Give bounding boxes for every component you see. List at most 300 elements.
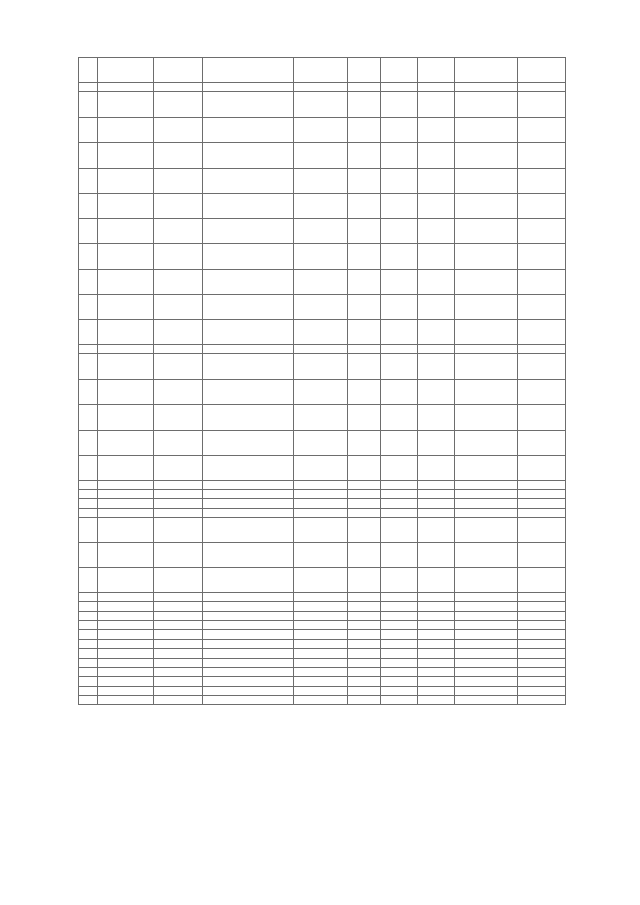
permitted-use-cell <box>294 659 348 668</box>
cadastral-number-cell <box>98 499 154 509</box>
address-cell <box>154 219 203 244</box>
address-cell <box>154 244 203 270</box>
coefficient-cell <box>418 194 455 219</box>
cadastral-value-cell <box>518 649 566 659</box>
land-category-cell <box>203 612 294 621</box>
cadastral-value-cell <box>518 405 566 431</box>
coefficient-cell <box>418 696 455 705</box>
cadastral-number-cell <box>98 83 154 92</box>
spacer-cell <box>381 92 418 118</box>
address-cell <box>154 194 203 219</box>
cadastral-number-cell <box>98 630 154 640</box>
register-rows <box>79 58 566 705</box>
cadastral-number-cell <box>98 640 154 649</box>
cadastral-number-cell <box>98 354 154 380</box>
area-cell <box>348 456 381 481</box>
land-category-cell <box>203 270 294 295</box>
address-cell <box>154 345 203 354</box>
cadastral-number-cell <box>98 118 154 143</box>
land-category-cell <box>203 118 294 143</box>
spacer-cell <box>455 568 518 593</box>
land-category-cell <box>203 593 294 602</box>
table-row <box>79 543 566 568</box>
spacer-cell <box>381 696 418 705</box>
cadastral-number-cell <box>98 194 154 219</box>
row-number-cell <box>79 677 98 687</box>
permitted-use-cell <box>294 143 348 169</box>
table-row <box>79 169 566 194</box>
spacer-cell <box>381 593 418 602</box>
spacer-cell <box>455 668 518 677</box>
address-cell <box>154 169 203 194</box>
table-row <box>79 677 566 687</box>
address-cell <box>154 118 203 143</box>
cadastral-value-cell <box>518 295 566 320</box>
spacer-cell <box>381 543 418 568</box>
area-cell <box>348 612 381 621</box>
coefficient-cell <box>418 568 455 593</box>
table-row <box>79 668 566 677</box>
row-number-cell <box>79 244 98 270</box>
row-number-cell <box>79 320 98 345</box>
land-category-cell <box>203 431 294 456</box>
table-row <box>79 380 566 405</box>
area-cell <box>348 677 381 687</box>
permitted-use-cell <box>294 58 348 83</box>
area-cell <box>348 640 381 649</box>
row-number-cell <box>79 295 98 320</box>
cadastral-number-cell <box>98 509 154 518</box>
spacer-cell <box>455 640 518 649</box>
address-cell <box>154 630 203 640</box>
land-category-cell <box>203 640 294 649</box>
spacer-cell <box>381 568 418 593</box>
area-cell <box>348 481 381 490</box>
area-cell <box>348 518 381 543</box>
address-cell <box>154 380 203 405</box>
table-row <box>79 320 566 345</box>
coefficient-cell <box>418 499 455 509</box>
table-row <box>79 219 566 244</box>
row-number-cell <box>79 659 98 668</box>
permitted-use-cell <box>294 92 348 118</box>
cadastral-value-cell <box>518 270 566 295</box>
cadastral-value-cell <box>518 354 566 380</box>
cadastral-value-cell <box>518 568 566 593</box>
spacer-cell <box>455 405 518 431</box>
land-category-cell <box>203 490 294 499</box>
address-cell <box>154 83 203 92</box>
permitted-use-cell <box>294 649 348 659</box>
row-number-cell <box>79 431 98 456</box>
cadastral-value-cell <box>518 58 566 83</box>
permitted-use-cell <box>294 499 348 509</box>
permitted-use-cell <box>294 431 348 456</box>
row-number-cell <box>79 481 98 490</box>
spacer-cell <box>381 354 418 380</box>
area-cell <box>348 668 381 677</box>
area-cell <box>348 320 381 345</box>
spacer-cell <box>381 621 418 630</box>
area-cell <box>348 696 381 705</box>
table-row <box>79 345 566 354</box>
area-cell <box>348 169 381 194</box>
row-number-cell <box>79 92 98 118</box>
spacer-cell <box>381 518 418 543</box>
table-row <box>79 696 566 705</box>
table-row <box>79 58 566 83</box>
spacer-cell <box>455 219 518 244</box>
coefficient-cell <box>418 219 455 244</box>
spacer-cell <box>381 194 418 219</box>
area-cell <box>348 499 381 509</box>
land-category-cell <box>203 380 294 405</box>
coefficient-cell <box>418 649 455 659</box>
address-cell <box>154 659 203 668</box>
table-row <box>79 118 566 143</box>
area-cell <box>348 143 381 169</box>
cadastral-value-cell <box>518 499 566 509</box>
coefficient-cell <box>418 593 455 602</box>
coefficient-cell <box>418 380 455 405</box>
area-cell <box>348 621 381 630</box>
permitted-use-cell <box>294 270 348 295</box>
table-row <box>79 687 566 696</box>
land-category-cell <box>203 499 294 509</box>
permitted-use-cell <box>294 568 348 593</box>
permitted-use-cell <box>294 219 348 244</box>
land-category-cell <box>203 602 294 612</box>
area-cell <box>348 630 381 640</box>
cadastral-value-cell <box>518 92 566 118</box>
cadastral-number-cell <box>98 568 154 593</box>
address-cell <box>154 568 203 593</box>
address-cell <box>154 320 203 345</box>
cadastral-value-cell <box>518 380 566 405</box>
cadastral-value-cell <box>518 194 566 219</box>
address-cell <box>154 668 203 677</box>
coefficient-cell <box>418 490 455 499</box>
spacer-cell <box>381 219 418 244</box>
address-cell <box>154 677 203 687</box>
coefficient-cell <box>418 118 455 143</box>
coefficient-cell <box>418 687 455 696</box>
coefficient-cell <box>418 92 455 118</box>
spacer-cell <box>455 687 518 696</box>
cadastral-value-cell <box>518 320 566 345</box>
spacer-cell <box>455 490 518 499</box>
land-category-cell <box>203 58 294 83</box>
spacer-cell <box>455 481 518 490</box>
cadastral-value-cell <box>518 431 566 456</box>
land-category-cell <box>203 169 294 194</box>
row-number-cell <box>79 456 98 481</box>
table-row <box>79 568 566 593</box>
cadastral-value-cell <box>518 687 566 696</box>
row-number-cell <box>79 612 98 621</box>
coefficient-cell <box>418 668 455 677</box>
address-cell <box>154 518 203 543</box>
table-row <box>79 295 566 320</box>
cadastral-value-cell <box>518 602 566 612</box>
spacer-cell <box>381 405 418 431</box>
land-category-cell <box>203 696 294 705</box>
row-number-cell <box>79 380 98 405</box>
cadastral-number-cell <box>98 481 154 490</box>
cadastral-value-cell <box>518 621 566 630</box>
area-cell <box>348 649 381 659</box>
row-number-cell <box>79 345 98 354</box>
spacer-cell <box>381 687 418 696</box>
permitted-use-cell <box>294 543 348 568</box>
row-number-cell <box>79 630 98 640</box>
row-number-cell <box>79 499 98 509</box>
cadastral-value-cell <box>518 83 566 92</box>
coefficient-cell <box>418 320 455 345</box>
table-row <box>79 244 566 270</box>
land-category-cell <box>203 354 294 380</box>
spacer-cell <box>381 244 418 270</box>
spacer-cell <box>455 295 518 320</box>
spacer-cell <box>381 83 418 92</box>
spacer-cell <box>381 169 418 194</box>
spacer-cell <box>381 668 418 677</box>
permitted-use-cell <box>294 405 348 431</box>
cadastral-value-cell <box>518 143 566 169</box>
cadastral-number-cell <box>98 668 154 677</box>
spacer-cell <box>381 320 418 345</box>
coefficient-cell <box>418 354 455 380</box>
permitted-use-cell <box>294 490 348 499</box>
cadastral-value-cell <box>518 481 566 490</box>
spacer-cell <box>381 640 418 649</box>
address-cell <box>154 696 203 705</box>
cadastral-number-cell <box>98 244 154 270</box>
table-row <box>79 499 566 509</box>
address-cell <box>154 295 203 320</box>
permitted-use-cell <box>294 602 348 612</box>
spacer-cell <box>455 696 518 705</box>
area-cell <box>348 58 381 83</box>
land-category-cell <box>203 687 294 696</box>
coefficient-cell <box>418 602 455 612</box>
spacer-cell <box>455 509 518 518</box>
address-cell <box>154 649 203 659</box>
row-number-cell <box>79 687 98 696</box>
cadastral-number-cell <box>98 649 154 659</box>
area-cell <box>348 568 381 593</box>
permitted-use-cell <box>294 621 348 630</box>
coefficient-cell <box>418 481 455 490</box>
address-cell <box>154 405 203 431</box>
area-cell <box>348 270 381 295</box>
area-cell <box>348 219 381 244</box>
land-category-cell <box>203 83 294 92</box>
area-cell <box>348 490 381 499</box>
area-cell <box>348 345 381 354</box>
table-row <box>79 481 566 490</box>
cadastral-value-cell <box>518 456 566 481</box>
spacer-cell <box>381 431 418 456</box>
spacer-cell <box>455 83 518 92</box>
area-cell <box>348 380 381 405</box>
spacer-cell <box>455 380 518 405</box>
cadastral-value-cell <box>518 169 566 194</box>
address-cell <box>154 354 203 380</box>
table-row <box>79 659 566 668</box>
area-cell <box>348 593 381 602</box>
coefficient-cell <box>418 518 455 543</box>
table-row <box>79 630 566 640</box>
permitted-use-cell <box>294 83 348 92</box>
spacer-cell <box>381 143 418 169</box>
coefficient-cell <box>418 621 455 630</box>
spacer-cell <box>455 354 518 380</box>
permitted-use-cell <box>294 640 348 649</box>
spacer-cell <box>381 649 418 659</box>
spacer-cell <box>455 543 518 568</box>
cadastral-number-cell <box>98 431 154 456</box>
land-category-cell <box>203 92 294 118</box>
row-number-cell <box>79 405 98 431</box>
land-category-cell <box>203 509 294 518</box>
spacer-cell <box>455 118 518 143</box>
table-row <box>79 509 566 518</box>
address-cell <box>154 621 203 630</box>
table-row <box>79 194 566 219</box>
coefficient-cell <box>418 270 455 295</box>
row-number-cell <box>79 83 98 92</box>
area-cell <box>348 83 381 92</box>
address-cell <box>154 593 203 602</box>
land-category-cell <box>203 649 294 659</box>
area-cell <box>348 295 381 320</box>
cadastral-value-cell <box>518 677 566 687</box>
spacer-cell <box>455 593 518 602</box>
row-number-cell <box>79 143 98 169</box>
permitted-use-cell <box>294 481 348 490</box>
spacer-cell <box>455 612 518 621</box>
area-cell <box>348 118 381 143</box>
cadastral-value-cell <box>518 518 566 543</box>
table-row <box>79 270 566 295</box>
cadastral-number-cell <box>98 593 154 602</box>
area-cell <box>348 659 381 668</box>
row-number-cell <box>79 543 98 568</box>
table-row <box>79 518 566 543</box>
table-row <box>79 405 566 431</box>
permitted-use-cell <box>294 612 348 621</box>
spacer-cell <box>381 499 418 509</box>
row-number-cell <box>79 696 98 705</box>
permitted-use-cell <box>294 295 348 320</box>
address-cell <box>154 490 203 499</box>
area-cell <box>348 92 381 118</box>
row-number-cell <box>79 194 98 219</box>
land-category-cell <box>203 405 294 431</box>
spacer-cell <box>455 143 518 169</box>
coefficient-cell <box>418 509 455 518</box>
table-row <box>79 593 566 602</box>
row-number-cell <box>79 668 98 677</box>
cadastral-number-cell <box>98 456 154 481</box>
spacer-cell <box>455 630 518 640</box>
cadastral-value-cell <box>518 490 566 499</box>
table-row <box>79 490 566 499</box>
spacer-cell <box>455 320 518 345</box>
cadastral-number-cell <box>98 602 154 612</box>
area-cell <box>348 405 381 431</box>
row-number-cell <box>79 602 98 612</box>
land-category-cell <box>203 456 294 481</box>
spacer-cell <box>455 92 518 118</box>
row-number-cell <box>79 118 98 143</box>
land-category-cell <box>203 481 294 490</box>
coefficient-cell <box>418 58 455 83</box>
cadastral-number-cell <box>98 677 154 687</box>
cadastral-value-cell <box>518 640 566 649</box>
cadastral-number-cell <box>98 143 154 169</box>
cadastral-number-cell <box>98 380 154 405</box>
permitted-use-cell <box>294 244 348 270</box>
row-number-cell <box>79 518 98 543</box>
row-number-cell <box>79 270 98 295</box>
cadastral-value-cell <box>518 118 566 143</box>
spacer-cell <box>455 518 518 543</box>
row-number-cell <box>79 509 98 518</box>
address-cell <box>154 456 203 481</box>
land-category-cell <box>203 295 294 320</box>
spacer-cell <box>455 431 518 456</box>
cadastral-number-cell <box>98 295 154 320</box>
spacer-cell <box>381 270 418 295</box>
land-category-cell <box>203 630 294 640</box>
spacer-cell <box>455 677 518 687</box>
spacer-cell <box>381 58 418 83</box>
address-cell <box>154 431 203 456</box>
cadastral-value-cell <box>518 593 566 602</box>
cadastral-value-cell <box>518 659 566 668</box>
permitted-use-cell <box>294 320 348 345</box>
coefficient-cell <box>418 143 455 169</box>
register-table <box>78 57 566 705</box>
cadastral-number-cell <box>98 543 154 568</box>
spacer-cell <box>455 649 518 659</box>
area-cell <box>348 687 381 696</box>
land-category-cell <box>203 219 294 244</box>
address-cell <box>154 509 203 518</box>
land-category-cell <box>203 668 294 677</box>
permitted-use-cell <box>294 456 348 481</box>
coefficient-cell <box>418 543 455 568</box>
spacer-cell <box>455 270 518 295</box>
address-cell <box>154 270 203 295</box>
cadastral-value-cell <box>518 509 566 518</box>
coefficient-cell <box>418 630 455 640</box>
cadastral-value-cell <box>518 543 566 568</box>
spacer-cell <box>455 602 518 612</box>
spacer-cell <box>381 509 418 518</box>
area-cell <box>348 543 381 568</box>
land-category-cell <box>203 345 294 354</box>
row-number-cell <box>79 58 98 83</box>
coefficient-cell <box>418 169 455 194</box>
address-cell <box>154 543 203 568</box>
area-cell <box>348 431 381 456</box>
spacer-cell <box>381 630 418 640</box>
land-category-cell <box>203 543 294 568</box>
permitted-use-cell <box>294 630 348 640</box>
